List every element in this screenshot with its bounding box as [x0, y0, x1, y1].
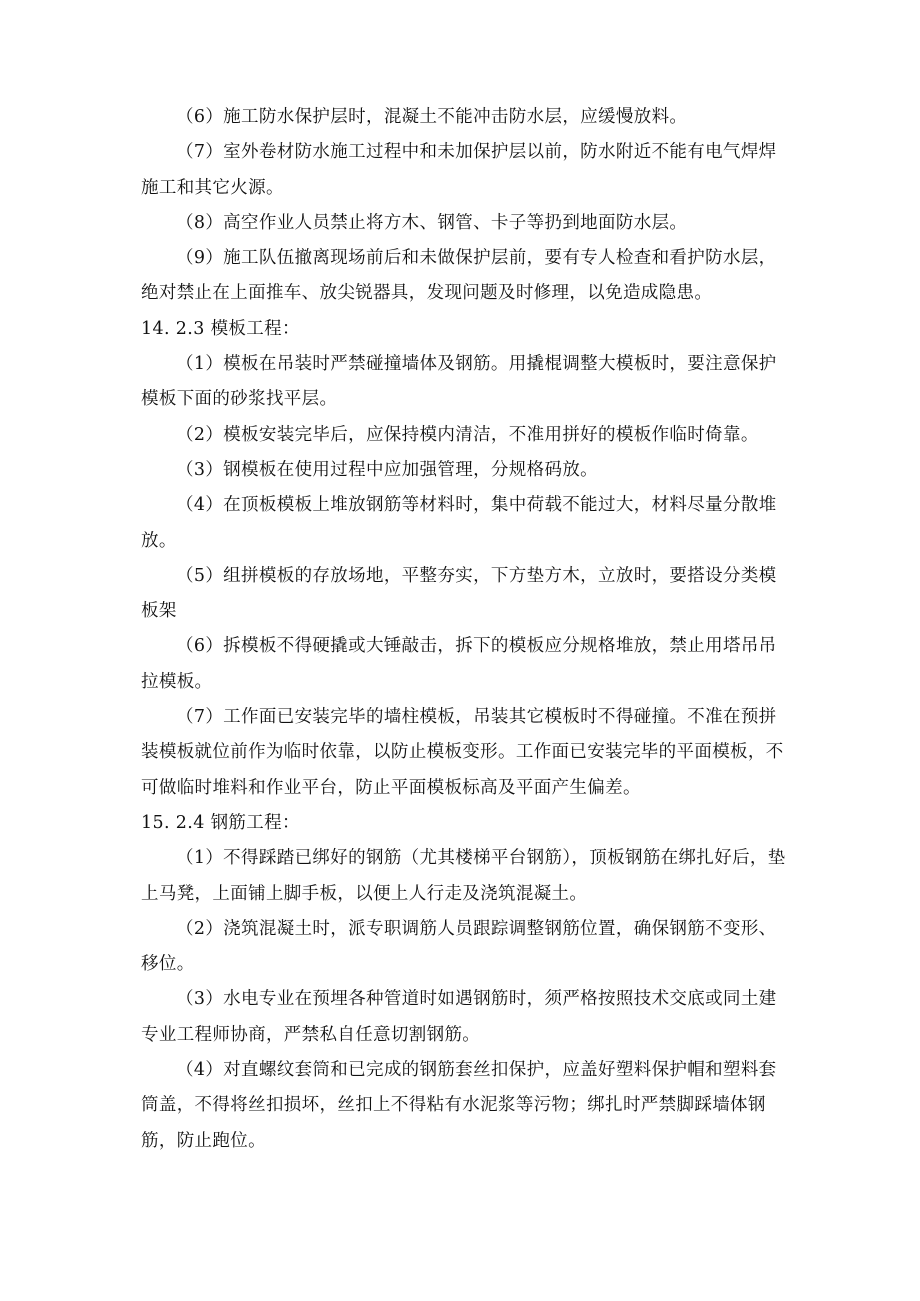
- paragraph-rebar-4: （4）对直螺纹套筒和已完成的钢筋套丝扣保护，应盖好塑料保护帽和塑料套筒盖，不得将丝扣损坏，丝扣上不得粘有水泥浆等污物；绑扎时严禁脚踩墙体钢筋，防止跑位。: [141, 1060, 777, 1151]
- section-heading-formwork: 14. 2.3 模板工程：: [141, 318, 300, 339]
- paragraph-rebar-2: （2）浇筑混凝土时，派专职调筋人员跟踪调整钢筋位置，确保钢筋不变形、移位。: [141, 918, 777, 975]
- paragraph-waterproof-7: （7）室外卷材防水施工过程中和未加保护层以前，防水附近不能有电气焊焊施工和其它火源。: [141, 142, 777, 198]
- section-heading-rebar: 15. 2.4 钢筋工程：: [141, 812, 300, 833]
- paragraph-formwork-6: （6）拆模板不得硬撬或大锤敲击，拆下的模板应分规格堆放，禁止用塔吊吊拉模板。: [141, 636, 777, 692]
- paragraph-formwork-4: （4）在顶板模板上堆放钢筋等材料时，集中荷载不能过大，材料尽量分散堆放。: [141, 495, 777, 551]
- paragraph-waterproof-6: （6）施工防水保护层时，混凝土不能冲击防水层，应缓慢放料。: [176, 107, 688, 127]
- paragraph-formwork-3: （3）钢模板在使用过程中应加强管理，分规格码放。: [176, 459, 599, 480]
- paragraph-waterproof-8: （8）高空作业人员禁止将方木、钢管、卡子等扔到地面防水层。: [176, 212, 688, 233]
- paragraph-formwork-2: （2）模板安装完毕后，应保持模内清洁，不准用拼好的模板作临时倚靠。: [176, 424, 759, 445]
- paragraph-rebar-1: （1）不得踩踏已绑好的钢筋（尤其楼梯平台钢筋），顶板钢筋在绑扎好后，垫上马凳，上面铺上脚手板，以便上人行走及浇筑混凝土。: [141, 848, 786, 904]
- paragraph-waterproof-9: （9）施工队伍撤离现场前后和未做保护层前，要有专人检查和看护防水层，绝对禁止在上面推车、放尖锐器具，发现问题及时修理，以免造成隐患。: [141, 248, 777, 304]
- document-body: [141, 100, 791, 1159]
- paragraph-rebar-3: （3）水电专业在预埋各种管道时如遇钢筋时，须严格按照技术交底或同土建专业工程师协商，严禁私自任意切割钢筋。: [141, 989, 777, 1045]
- paragraph-formwork-5: （5）组拼模板的存放场地，平整夯实，下方垫方木，立放时，要搭设分类模板架: [141, 565, 777, 622]
- paragraph-formwork-1: （1）模板在吊装时严禁碰撞墙体及钢筋。用撬棍调整大模板时，要注意保护模板下面的砂浆找平层。: [141, 354, 777, 410]
- paragraph-formwork-7: （7）工作面已安装完毕的墙柱模板，吊装其它模板时不得碰撞。不准在预拼装模板就位前作为临时依靠，以防止模板变形。工作面已安装完毕的平面模板，不可做临时堆料和作业平台，防止平面模板标高及平面产生偏差。: [141, 707, 784, 798]
